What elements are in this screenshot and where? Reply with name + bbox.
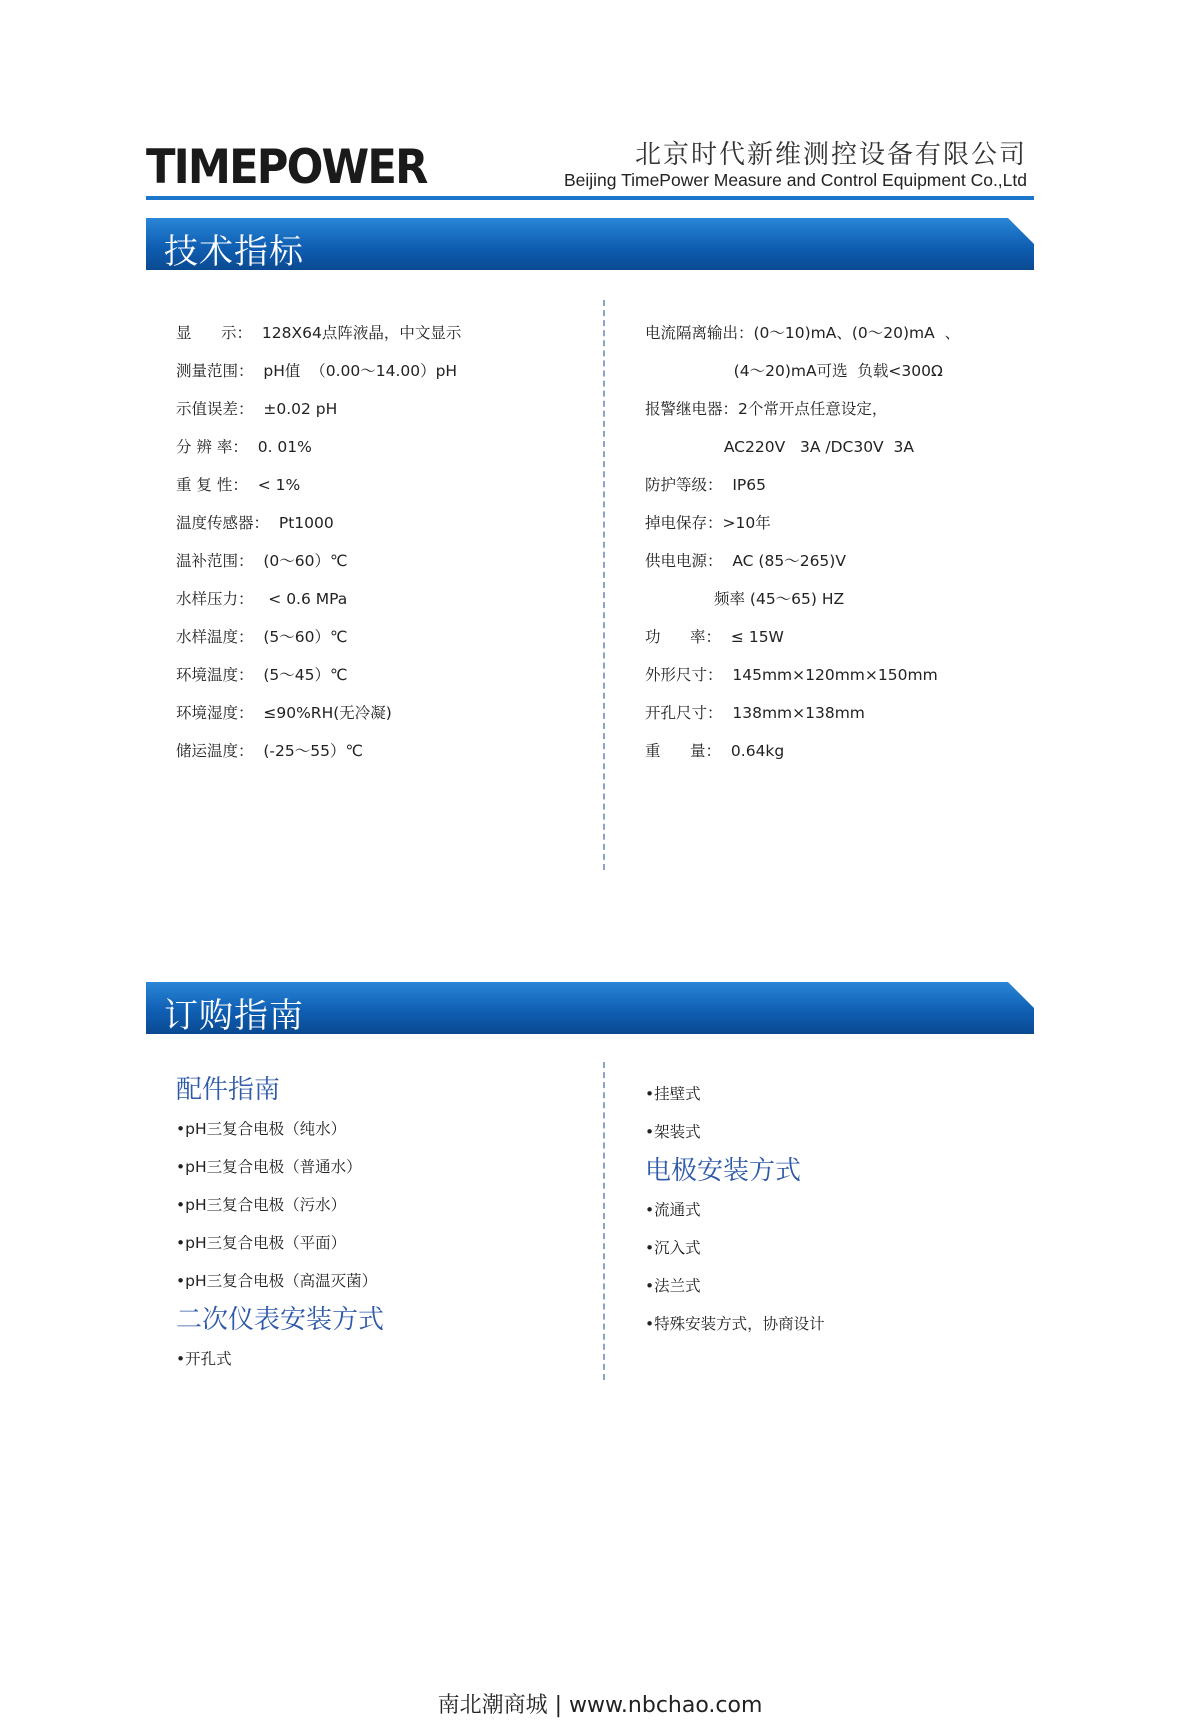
accessory-item: •pH三复合电极（纯水） (176, 1120, 347, 1138)
electrode-install-item: •沉入式 (645, 1239, 701, 1257)
spec-row: 频率 (45～65) HZ (645, 590, 845, 608)
electrode-install-heading: 电极安装方式 (645, 1156, 802, 1186)
spec-row: 外形尺寸： 145mm×120mm×150mm (645, 666, 938, 684)
company-name-cn: 北京时代新维测控设备有限公司 (634, 140, 1027, 170)
footer-text: 南北潮商城 | www.nbchao.com (437, 1693, 763, 1718)
specs-left-column (176, 314, 461, 770)
spec-row: (4～20)mA可选 负载<300Ω (645, 362, 943, 380)
instrument-install-heading: 二次仪表安装方式 (176, 1305, 385, 1335)
instrument-install-item: •挂壁式 (645, 1085, 701, 1103)
specs-banner (146, 218, 1034, 270)
spec-row: 防护等级： IP65 (645, 476, 766, 494)
electrode-install-item: •特殊安装方式，协商设计 (645, 1315, 825, 1333)
ordering-banner (146, 982, 1034, 1034)
company-name-en: Beijing TimePower Measure and Control Equipment Co.,Ltd (563, 170, 1027, 190)
spec-row: 示值误差： ±0.02 pH (176, 400, 338, 418)
spec-row: 功 率： ≤ 15W (645, 628, 784, 646)
spec-row: 环境湿度： ≤90%RH(无冷凝) (176, 704, 392, 722)
accessory-item: •pH三复合电极（高温灭菌） (176, 1272, 378, 1290)
accessory-item: •pH三复合电极（普通水） (176, 1158, 362, 1176)
spec-row: 显 示： 128X64点阵液晶，中文显示 (176, 324, 462, 342)
spec-row: 测量范围： pH值 （0.00～14.00）pH (176, 362, 458, 380)
instrument-install-item: •架装式 (645, 1123, 701, 1141)
electrode-install-item: •法兰式 (645, 1277, 701, 1295)
spec-row: 供电电源： AC (85～265)V (645, 552, 846, 570)
spec-row: 开孔尺寸： 138mm×138mm (645, 704, 865, 722)
accessories-heading: 配件指南 (176, 1075, 281, 1105)
ordering-right-column (645, 1075, 825, 1343)
ordering-column-divider (603, 1062, 605, 1380)
header-rule (146, 196, 1034, 200)
specs-column-divider (603, 300, 605, 870)
spec-row: 掉电保存：>10年 (645, 514, 771, 532)
spec-row: 温度传感器： Pt1000 (176, 514, 334, 532)
spec-row: AC220V 3A /DC30V 3A (645, 438, 914, 456)
spec-row: 重 复 性： < 1% (176, 476, 301, 494)
spec-row: 电流隔离输出：(0～10)mA、(0～20)mA 、 (645, 324, 961, 342)
specs-title: 技术指标 (164, 232, 304, 272)
spec-row: 环境温度： (5～45）℃ (176, 666, 348, 684)
instrument-install-item: •开孔式 (176, 1350, 232, 1368)
spec-row: 温补范围： (0～60）℃ (176, 552, 348, 570)
electrode-install-item: •流通式 (645, 1201, 701, 1219)
spec-row: 分 辨 率： 0. 01% (176, 438, 312, 456)
accessory-item: •pH三复合电极（污水） (176, 1196, 347, 1214)
spec-row: 水样压力： < 0.6 MPa (176, 590, 348, 608)
spec-row: 报警继电器：2个常开点任意设定， (645, 400, 888, 418)
spec-row: 重 量： 0.64kg (645, 742, 785, 760)
spec-row: 水样温度： (5～60）℃ (176, 628, 348, 646)
accessory-item: •pH三复合电极（平面） (176, 1234, 347, 1252)
ordering-title: 订购指南 (164, 996, 304, 1036)
spec-row: 储运温度： (-25～55）℃ (176, 742, 363, 760)
brand-logo: TIMEPOWER (146, 140, 427, 195)
specs-right-column (645, 314, 960, 770)
ordering-left-column (176, 1070, 384, 1378)
